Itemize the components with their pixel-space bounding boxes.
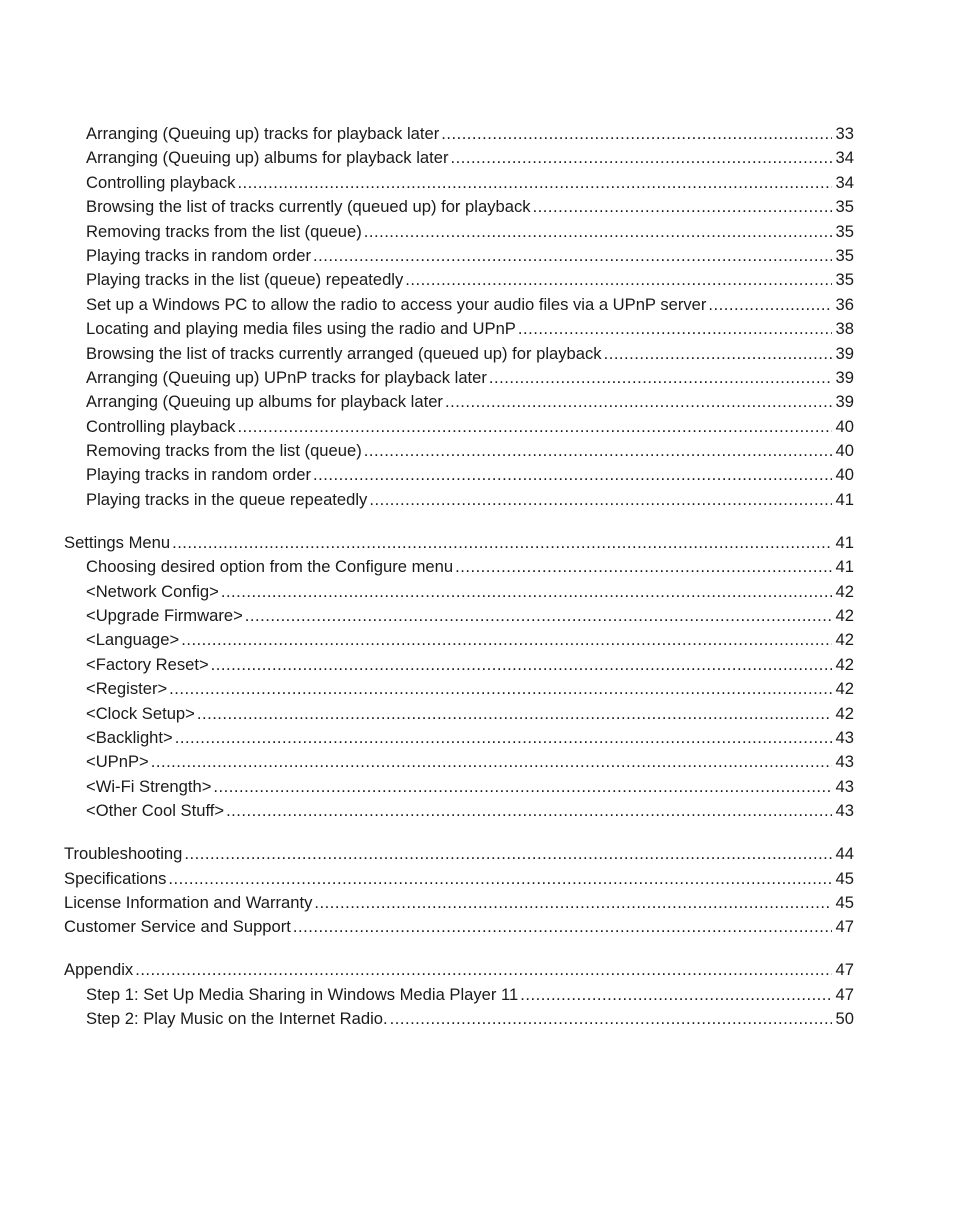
toc-section-entry[interactable] [64,915,954,939]
toc-entry-page-number: 42 [835,581,854,601]
toc-entry-page-number: 35 [835,197,854,217]
dot-leader [489,366,832,390]
toc-entry-title: Choosing desired option from the Configure menu [86,557,454,577]
toc-entry-page-number: 43 [835,752,854,772]
toc-entry-page-number: 47 [835,984,854,1004]
toc-entry-title: Troubleshooting [64,844,183,864]
toc-subsection-entry[interactable] [86,702,954,726]
toc-entry-page-number: 41 [835,557,854,577]
toc-entry-page-number: 47 [835,917,854,937]
dot-leader [405,268,831,292]
toc-entry-page-number: 36 [835,294,854,314]
toc-entry-title: Playing tracks in the queue repeatedly [86,489,368,509]
toc-subsection-entry[interactable] [86,390,954,414]
toc-subsection-entry[interactable] [86,439,954,463]
toc-entry-page-number: 43 [835,776,854,796]
toc-subsection-entry[interactable] [86,268,954,292]
dot-leader [245,604,832,628]
toc-entry-title: <Wi-Fi Strength> [86,776,212,796]
toc-entry-title: <Other Cool Stuff> [86,801,225,821]
table-of-contents [0,122,954,1031]
toc-entry-page-number: 39 [835,343,854,363]
toc-entry-title: <Language> [86,630,180,650]
toc-entry-title: <Backlight> [86,727,173,747]
toc-entry-page-number: 43 [835,727,854,747]
section-gap [0,824,954,843]
dot-leader [211,653,832,677]
toc-subsection-entry[interactable] [86,653,954,677]
toc-entry-page-number: 34 [835,148,854,168]
section-gap [0,940,954,959]
dot-leader [135,958,831,982]
toc-entry-title: Step 2: Play Music on the Internet Radio. [86,1009,388,1029]
toc-subsection-entry[interactable] [86,244,954,268]
dot-leader [184,842,831,866]
toc-entry-page-number: 50 [835,1009,854,1029]
toc-entry-title: Browsing the list of tracks currently arranged (queued up) for playback [86,343,602,363]
toc-entry-page-number: 39 [835,392,854,412]
toc-subsection-entry[interactable] [86,415,954,439]
toc-entry-page-number: 35 [835,221,854,241]
toc-entry-title: Controlling playback [86,416,236,436]
toc-entry-title: Controlling playback [86,172,236,192]
toc-subsection-entry[interactable] [86,342,954,366]
toc-entry-title: Playing tracks in random order [86,245,312,265]
dot-leader [364,439,832,463]
toc-subsection-entry[interactable] [86,488,954,512]
dot-leader [151,750,832,774]
toc-subsection-entry[interactable] [86,463,954,487]
toc-entry-page-number: 42 [835,654,854,674]
dot-leader [364,220,832,244]
toc-entry-page-number: 39 [835,367,854,387]
toc-entry-page-number: 42 [835,606,854,626]
toc-entry-page-number: 42 [835,703,854,723]
toc-section-entry[interactable] [64,891,954,915]
toc-subsection-entry[interactable] [86,799,954,823]
dot-leader [237,171,831,195]
toc-subsection-entry[interactable] [86,1007,954,1031]
toc-entry-title: Removing tracks from the list (queue) [86,441,362,461]
toc-entry-page-number: 45 [835,892,854,912]
toc-entry-page-number: 40 [835,441,854,461]
toc-entry-page-number: 40 [835,416,854,436]
toc-subsection-entry[interactable] [86,555,954,579]
toc-section-entry[interactable] [64,958,954,982]
toc-entry-title: Removing tracks from the list (queue) [86,221,362,241]
dot-leader [226,799,831,823]
toc-entry-title: Settings Menu [64,532,171,552]
toc-entry-page-number: 45 [835,868,854,888]
dot-leader [518,317,832,341]
toc-entry-title: Customer Service and Support [64,917,291,937]
dot-leader [441,122,831,146]
dot-leader [313,463,831,487]
dot-leader [237,415,831,439]
dot-leader [445,390,832,414]
toc-entry-title: <Network Config> [86,581,219,601]
toc-entry-title: Playing tracks in the list (queue) repeatedly [86,270,404,290]
toc-subsection-entry[interactable] [86,293,954,317]
dot-leader [313,244,831,268]
toc-subsection-entry[interactable] [86,677,954,701]
dot-leader [221,580,832,604]
toc-entry-page-number: 35 [835,245,854,265]
toc-entry-title: <Factory Reset> [86,654,209,674]
toc-entry-title: Playing tracks in random order [86,465,312,485]
toc-entry-title: Specifications [64,868,167,888]
toc-section-entry[interactable] [64,842,954,866]
toc-subsection-entry[interactable] [86,750,954,774]
dot-leader [169,677,831,701]
toc-entry-title: Arranging (Queuing up) UPnP tracks for playback later [86,367,487,387]
toc-subsection-entry[interactable] [86,195,954,219]
dot-leader [533,195,832,219]
toc-entry-title: Appendix [64,960,134,980]
toc-entry-title: License Information and Warranty [64,892,313,912]
toc-entry-page-number: 47 [835,960,854,980]
toc-subsection-entry[interactable] [86,604,954,628]
section-gap [0,512,954,531]
toc-subsection-entry[interactable] [86,983,954,1007]
dot-leader [390,1007,832,1031]
toc-entry-title: <UPnP> [86,752,149,772]
toc-entry-title: <Clock Setup> [86,703,195,723]
toc-subsection-entry[interactable] [86,122,954,146]
toc-entry-title: Locating and playing media files using the radio and UPnP [86,319,516,339]
dot-leader [455,555,831,579]
toc-section-entry[interactable] [64,867,954,891]
toc-section-entry[interactable] [64,531,954,555]
toc-entry-page-number: 43 [835,801,854,821]
toc-entry-page-number: 44 [835,844,854,864]
toc-entry-title: Arranging (Queuing up albums for playback later [86,392,443,412]
toc-entry-title: <Register> [86,679,168,699]
dot-leader [451,146,832,170]
toc-subsection-entry[interactable] [86,580,954,604]
toc-entry-page-number: 35 [835,270,854,290]
dot-leader [175,726,832,750]
dot-leader [314,891,831,915]
dot-leader [172,531,831,555]
dot-leader [293,915,832,939]
toc-entry-title: Arranging (Queuing up) albums for playback later [86,148,449,168]
toc-entry-title: Browsing the list of tracks currently (queued up) for playback [86,197,531,217]
dot-leader [520,983,831,1007]
toc-subsection-entry[interactable] [86,220,954,244]
dot-leader [369,488,831,512]
toc-subsection-entry[interactable] [86,775,954,799]
toc-subsection-entry[interactable] [86,726,954,750]
toc-entry-page-number: 41 [835,489,854,509]
toc-subsection-entry[interactable] [86,366,954,390]
toc-entry-title: Arranging (Queuing up) tracks for playback later [86,124,440,143]
toc-subsection-entry[interactable] [86,171,954,195]
toc-entry-page-number: 40 [835,465,854,485]
toc-subsection-entry[interactable] [86,146,954,170]
toc-entry-page-number: 42 [835,679,854,699]
toc-subsection-entry[interactable] [86,317,954,341]
toc-entry-page-number: 41 [835,532,854,552]
toc-entry-title: Step 1: Set Up Media Sharing in Windows Media Player 11 [86,984,519,1004]
dot-leader [604,342,832,366]
toc-entry-title: <Upgrade Firmware> [86,606,243,626]
dot-leader [197,702,832,726]
toc-entry-page-number: 33 [835,124,854,143]
dot-leader [213,775,831,799]
dot-leader [168,867,831,891]
toc-entry-page-number: 42 [835,630,854,650]
toc-subsection-entry[interactable] [86,628,954,652]
toc-entry-page-number: 34 [835,172,854,192]
dot-leader [181,628,831,652]
toc-entry-page-number: 38 [835,319,854,339]
dot-leader [708,293,831,317]
toc-entry-title: Set up a Windows PC to allow the radio to access your audio files via a UPnP server [86,294,707,314]
